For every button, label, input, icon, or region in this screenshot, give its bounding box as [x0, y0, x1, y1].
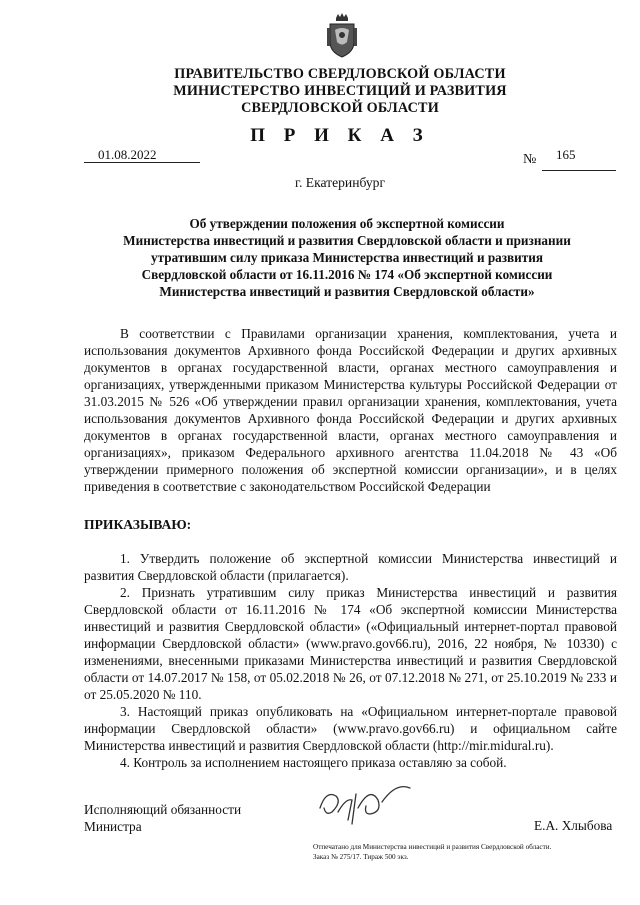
preamble-paragraph: В соответствии с Правилами организации хранения, комплектования, учета и использования документов Архивного фонда Российской Федерации и других архивных документов в органах государственной власти, органах местного самоуправления и организациях, утвержденными приказом Министерства культуры Российской Федерации от 31.03.2015 № 526 «Об утверждении правил организации хранения, комплектования, учета использования документов Архивного фонда Российской Федерации и других архивных документов в органах государственной власти, органах местного самоуправления и организациях», приказом Федерального архивного агентства 11.04.2018 № 43 «Об утверждении примерного положения об экспертной комиссии организации», и в целях приведения в соответствие с законодательством Российской Федерации — [84, 326, 617, 494]
print-note-line: Отпечатано для Министерства инвестиций и развития Свердловской области. — [313, 843, 552, 851]
title-line: Министерства инвестиций и развития Свердловской области» — [159, 284, 535, 299]
title-line: утратившим силу приказа Министерства инвестиций и развития — [151, 250, 543, 265]
header-ministry: МИНИСТЕРСТВО ИНВЕСТИЦИЙ И РАЗВИТИЯ — [173, 83, 507, 99]
order-date: 01.08.2022 — [98, 147, 157, 162]
order-number: 165 — [556, 147, 576, 162]
order-item-3: 3. Настоящий приказ опубликовать на «Официальном интернет-портале правовой информации Свердловской области» (www.pravo.gov66.ru) и официальном сайте Министерства инвестиций и развития Свердловской области (http://mir.midural.ru). — [84, 704, 617, 753]
number-underline — [542, 170, 616, 171]
document-type: П Р И К А З — [250, 125, 430, 146]
title-line: Министерства инвестиций и развития Свердловской области и признании — [123, 233, 571, 248]
title-line: Об утверждении положения об экспертной комиссии — [189, 216, 505, 231]
coat-of-arms-icon — [327, 12, 357, 58]
signatory-name: Е.А. Хлыбова — [534, 818, 613, 833]
header-region: СВЕРДЛОВСКОЙ ОБЛАСТИ — [241, 100, 439, 116]
print-note-line: Заказ № 275/17. Тираж 500 экз. — [313, 853, 409, 861]
order-item-2: 2. Признать утратившим силу приказ Министерства инвестиций и развития Свердловской области от 16.11.2016 № 174 «Об экспертной комиссии Министерства инвестиций и развития Свердловской области» («Официальный интернет-портал правовой информации Свердловской области» (www.pravo.gov66.ru), 2016, 22 ноября, № 10330) с изменениями, внесенными приказами Министерства инвестиций и развития Свердловской области от 14.07.2017 № 158, от 05.02.2018 № 26, от 07.12.2018 № 271, от 25.10.2019 № 233 и от 25.05.2020 № 110. — [84, 585, 617, 702]
handwritten-signature — [312, 778, 418, 830]
city: г. Екатеринбург — [294, 175, 386, 190]
position-line: Исполняющий обязанности — [84, 802, 242, 817]
signatory-position — [84, 801, 241, 835]
order-item-1: 1. Утвердить положение об экспертной комиссии Министерства инвестиций и развития Свердловской области (прилагается). — [84, 551, 617, 583]
date-underline — [84, 162, 200, 163]
position-line: Министра — [84, 819, 142, 834]
header-government: ПРАВИТЕЛЬСТВО СВЕРДЛОВСКОЙ ОБЛАСТИ — [174, 66, 506, 82]
number-sign: № — [523, 152, 537, 167]
print-note — [313, 842, 551, 862]
order-heading: ПРИКАЗЫВАЮ: — [84, 517, 192, 532]
order-item-4: 4. Контроль за исполнением настоящего приказа оставляю за собой. — [120, 755, 507, 770]
title-line: Свердловской области от 16.11.2016 № 174 «Об экспертной комиссии — [141, 267, 553, 282]
order-title — [108, 215, 586, 300]
